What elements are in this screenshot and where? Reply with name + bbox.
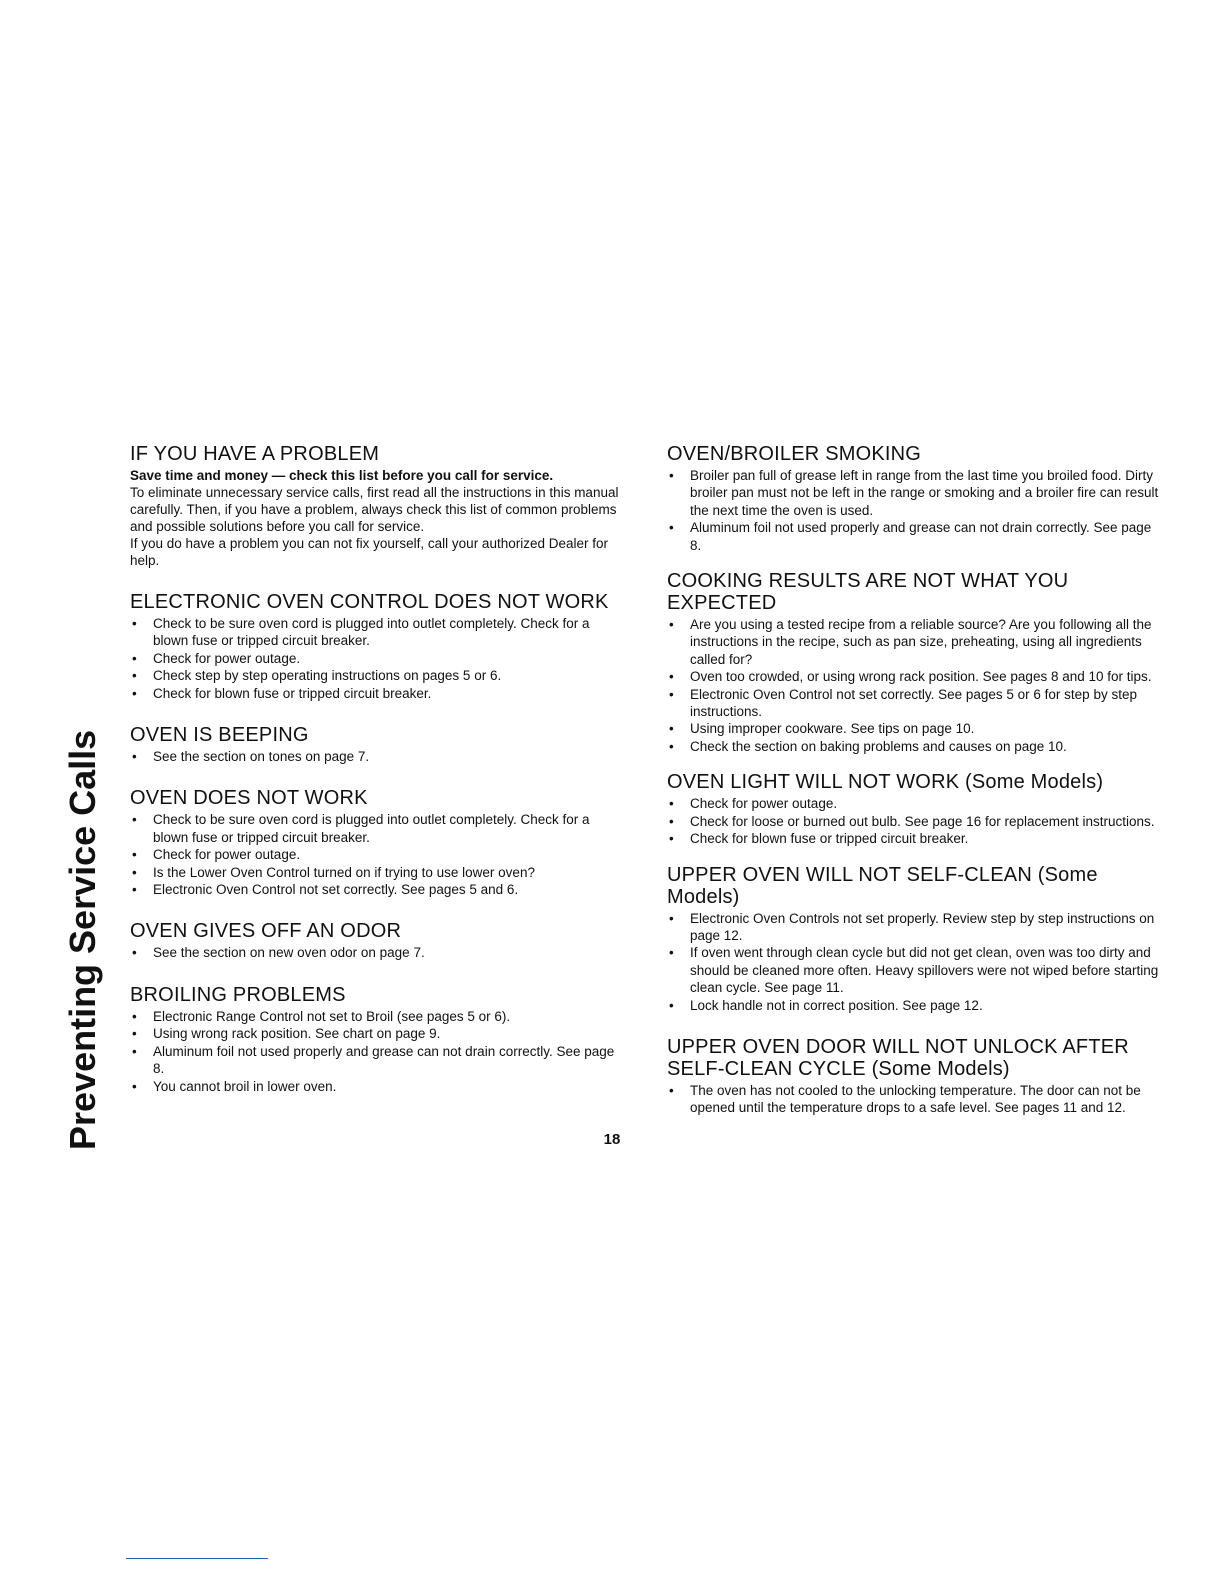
list-item: • You cannot broil in lower oven. — [130, 1078, 625, 1095]
section-title: OVEN DOES NOT WORK — [130, 787, 368, 810]
list-item: • Lock handle not in correct position. See page 12. — [667, 997, 1162, 1014]
right-column — [667, 443, 1162, 1117]
side-tab-title: Preventing Service Calls — [62, 729, 103, 1150]
list-item: • Electronic Oven Control not set correctly. See pages 5 and 6. — [130, 881, 625, 898]
list-item: • Check to be sure oven cord is plugged into outlet completely. Check for a blown fuse or tripped circuit breaker. — [130, 615, 625, 650]
list-item: • See the section on tones on page 7. — [130, 748, 625, 765]
list-item: • Aluminum foil not used properly and grease can not drain correctly. See page 8. — [667, 519, 1162, 554]
list-item: • Electronic Range Control not set to Broil (see pages 5 or 6). — [130, 1008, 625, 1025]
list-item: • Is the Lower Oven Control turned on if trying to use lower oven? — [130, 864, 625, 881]
page-number: 18 — [603, 1131, 621, 1148]
section-electronic-oven-control — [130, 591, 625, 702]
section-cooking-results — [667, 570, 1162, 755]
section-title: BROILING PROBLEMS — [130, 983, 346, 1006]
section-title: UPPER OVEN DOOR WILL NOT UNLOCK AFTER SELF-CLEAN CYCLE (Some Models) — [667, 1035, 1129, 1080]
intro-paragraph: To eliminate unnecessary service calls, first read all the instructions in this manual carefully. Then, if you have a problem, always check this list of common problems and possible solutions before you call for service. — [130, 485, 619, 534]
list-item: • Check for blown fuse or tripped circuit breaker. — [667, 830, 1162, 847]
section-title: OVEN LIGHT WILL NOT WORK (Some Models) — [667, 771, 1104, 794]
section-broiling-problems — [130, 984, 625, 1095]
section-title: OVEN IS BEEPING — [130, 724, 309, 747]
list-item: • The oven has not cooled to the unlocking temperature. The door can not be opened until the temperature drops to a safe level. See pages 11 and 12. — [667, 1082, 1162, 1117]
section-if-you-have-a-problem — [130, 443, 625, 569]
list-item: • Using wrong rack position. See chart on page 9. — [130, 1025, 625, 1042]
list-item: • Check for blown fuse or tripped circuit breaker. — [130, 685, 625, 702]
footer-divider — [126, 1558, 268, 1559]
section-oven-broiler-smoking — [667, 443, 1162, 554]
list-item: • If oven went through clean cycle but did not get clean, oven was too dirty and should be cleaned more often. Heavy spillovers were not wiped before starting clean cycle. See page 11. — [667, 944, 1162, 996]
list-item: • See the section on new oven odor on page 7. — [130, 944, 625, 961]
section-title: COOKING RESULTS ARE NOT WHAT YOU EXPECTED — [667, 570, 1069, 615]
section-oven-light — [667, 771, 1162, 847]
section-title: IF YOU HAVE A PROBLEM — [130, 443, 380, 465]
list-item: • Check for power outage. — [667, 795, 1162, 812]
section-oven-does-not-work — [130, 787, 625, 898]
list-item: • Check to be sure oven cord is plugged into outlet completely. Check for a blown fuse or tripped circuit breaker. — [130, 811, 625, 846]
list-item: • Check for power outage. — [130, 650, 625, 667]
list-item: • Aluminum foil not used properly and grease can not drain correctly. See page 8. — [130, 1043, 625, 1078]
list-item: • Oven too crowded, or using wrong rack position. See pages 8 and 10 for tips. — [667, 668, 1162, 685]
list-item: • Using improper cookware. See tips on page 10. — [667, 720, 1162, 737]
list-item: • Are you using a tested recipe from a reliable source? Are you following all the instructions in the recipe, such as pan size, preheating, using all ingredients called for? — [667, 616, 1162, 668]
lead-text: Save time and money — check this list before you call for service. — [130, 468, 554, 483]
list-item: • Check for power outage. — [130, 846, 625, 863]
left-column — [130, 443, 625, 1095]
list-item: • Electronic Oven Controls not set properly. Review step by step instructions on page 12. — [667, 910, 1162, 945]
list-item: • Broiler pan full of grease left in range from the last time you broiled food. Dirty broiler pan must not be left in the range or smoking and a broiler fire can result the next time the oven is used. — [667, 467, 1162, 519]
section-oven-gives-off-odor — [130, 920, 625, 961]
section-title: OVEN GIVES OFF AN ODOR — [130, 920, 402, 943]
list-item: • Electronic Oven Control not set correctly. See pages 5 or 6 for step by step instructions. — [667, 686, 1162, 721]
section-upper-oven-self-clean — [667, 864, 1162, 1014]
section-title: ELECTRONIC OVEN CONTROL DOES NOT WORK — [130, 591, 609, 613]
list-item: • Check the section on baking problems and causes on page 10. — [667, 738, 1162, 755]
list-item: • Check step by step operating instructions on pages 5 or 6. — [130, 667, 625, 684]
list-item: • Check for loose or burned out bulb. See page 16 for replacement instructions. — [667, 813, 1162, 830]
section-title: OVEN/BROILER SMOKING — [667, 443, 922, 465]
section-oven-is-beeping — [130, 724, 625, 765]
section-upper-oven-door-unlock — [667, 1036, 1162, 1117]
section-title: UPPER OVEN WILL NOT SELF-CLEAN (Some Models) — [667, 863, 1098, 908]
dealer-paragraph: If you do have a problem you can not fix yourself, call your authorized Dealer for help. — [130, 536, 609, 568]
